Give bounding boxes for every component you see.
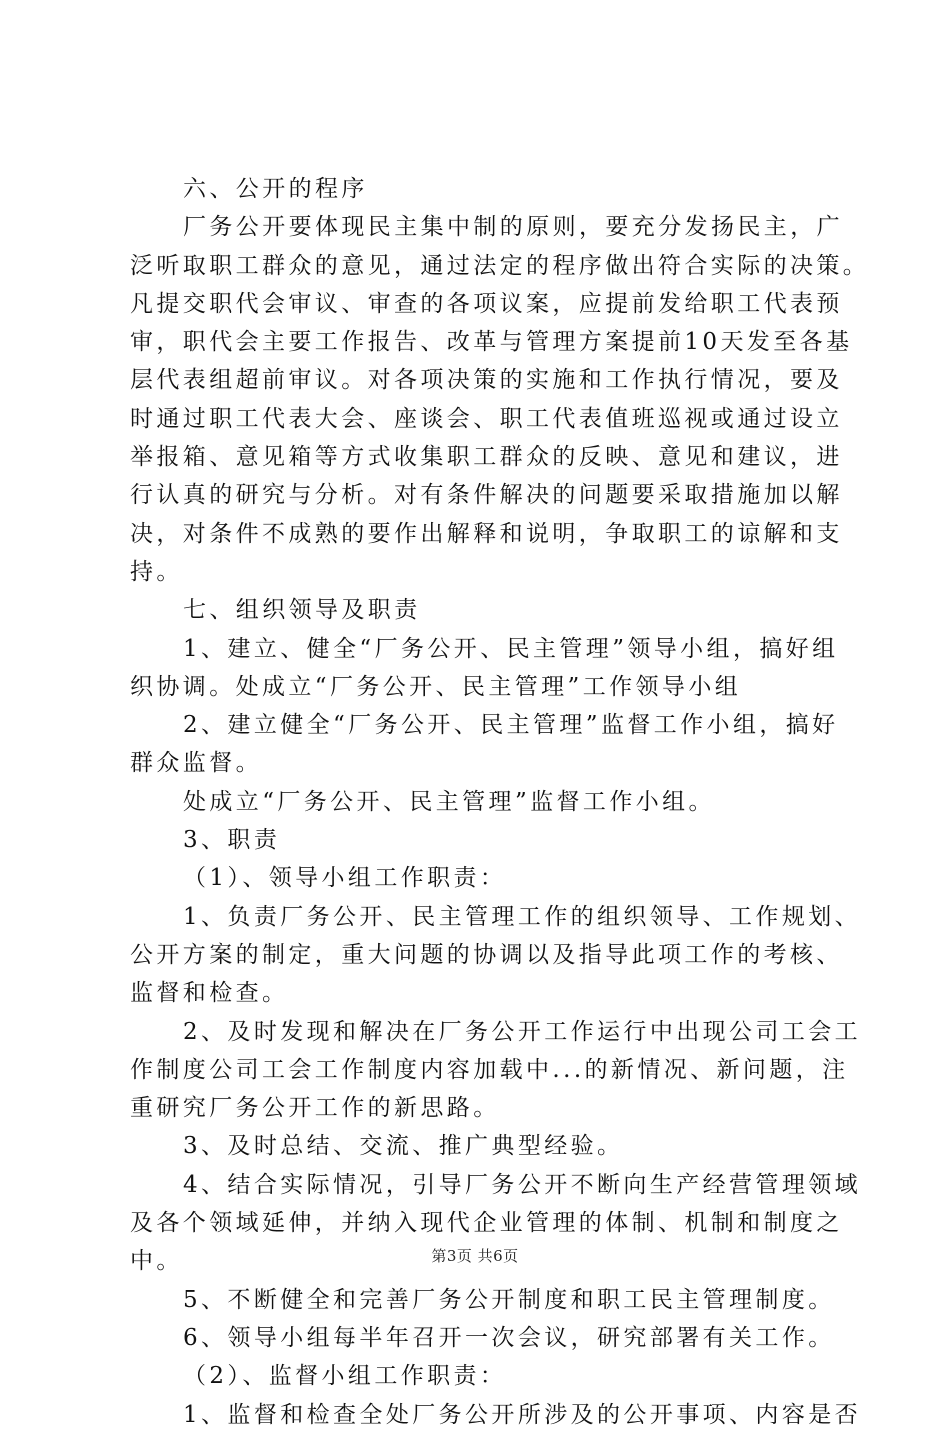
text-line: 1、建立、健全“厂务公开、民主管理”领导小组，搞好组 (183, 635, 839, 662)
text-line: 监督和检查。 (130, 980, 289, 1007)
text-line: 持。 (130, 558, 183, 585)
text-line: 审，职代会主要工作报告、改革与管理方案提前10天发至各基 (130, 329, 853, 356)
text-line: 4、结合实际情况，引导厂务公开不断向生产经营管理领域 (183, 1171, 862, 1198)
text-line: 厂务公开要体现民主集中制的原则，要充分发扬民主，广 (183, 214, 843, 241)
text-line: 3、及时总结、交流、推广典型经验。 (183, 1133, 624, 1160)
text-line: 决，对条件不成熟的要作出解释和说明，争取职工的谅解和支 (130, 520, 843, 547)
text-line: 作制度公司工会工作制度内容加载中...的新情况、新问题，注 (130, 1056, 849, 1083)
text-line: 公开方案的制定，重大问题的协调以及指导此项工作的考核、 (130, 941, 843, 968)
page-footer: 第3页 共6页 (431, 1247, 519, 1265)
text-line: 凡提交职代会审议、审查的各项议案，应提前发给职工代表预 (130, 290, 843, 317)
text-line: 行认真的研究与分析。对有条件解决的问题要采取措施加以解 (130, 482, 843, 509)
text-line: 泛听取职工群众的意见，通过法定的程序做出符合实际的决策。 (130, 252, 870, 279)
text-line: 群众监督。 (130, 750, 262, 777)
document-body (130, 170, 870, 1434)
text-line: 2、及时发现和解决在厂务公开工作运行中出现公司工会工 (183, 1018, 862, 1045)
text-line: （2）、监督小组工作职责： (183, 1363, 507, 1390)
text-line: 重研究厂务公开工作的新思路。 (130, 1095, 500, 1122)
text-line: 及各个领域延伸，并纳入现代企业管理的体制、机制和制度之 (130, 1210, 843, 1237)
text-line: 1、负责厂务公开、民主管理工作的组织领导、工作规划、 (183, 903, 862, 930)
text-line: 织协调。处成立“厂务公开、民主管理”工作领导小组 (130, 673, 742, 700)
text-line: 1、监督和检查全处厂务公开所涉及的公开事项、内容是否 (183, 1401, 862, 1428)
text-line: 举报箱、意见箱等方式收集职工群众的反映、意见和建议，进 (130, 444, 843, 471)
text-line: （1）、领导小组工作职责： (183, 865, 507, 892)
text-line: 5、不断健全和完善厂务公开制度和职工民主管理制度。 (183, 1286, 835, 1313)
text-line: 3、职责 (183, 827, 281, 854)
text-line: 六、公开的程序 (183, 176, 368, 202)
text-line: 6、领导小组每半年召开一次会议，研究部署有关工作。 (183, 1324, 835, 1351)
text-line: 2、建立健全“厂务公开、民主管理”监督工作小组，搞好 (183, 712, 839, 739)
text-line: 层代表组超前审议。对各项决策的实施和工作执行情况，要及 (130, 367, 843, 394)
text-line: 时通过职工代表大会、座谈会、职工代表值班巡视或通过设立 (130, 405, 843, 432)
text-line: 中。 (130, 1248, 183, 1275)
text-line: 七、组织领导及职责 (183, 597, 421, 624)
text-line: 处成立“厂务公开、民主管理”监督工作小组。 (183, 788, 715, 815)
